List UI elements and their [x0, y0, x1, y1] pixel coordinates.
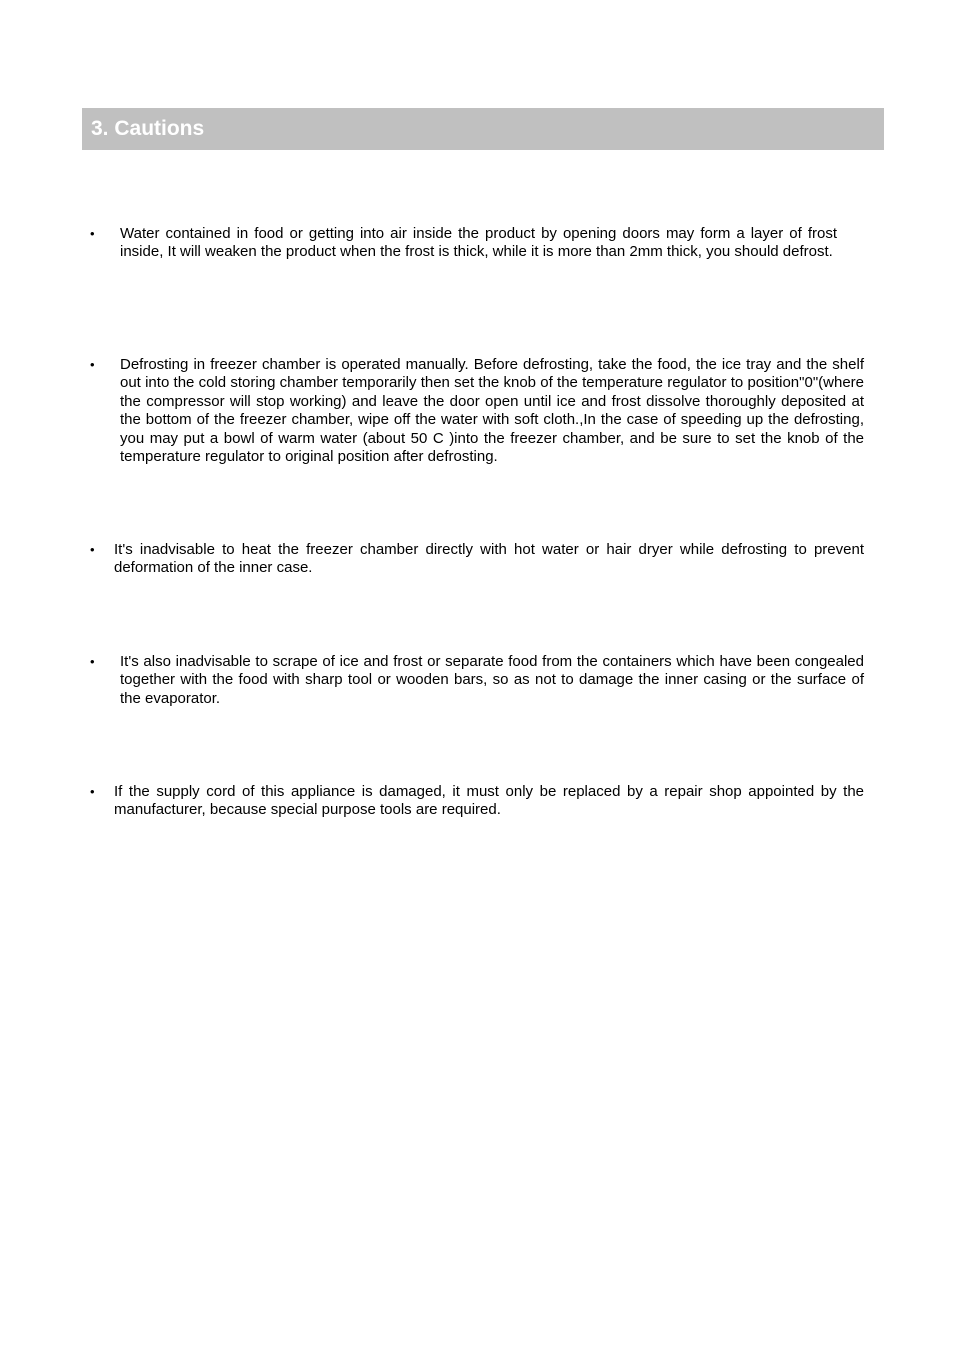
section-header-bar: [82, 108, 884, 150]
caution-text: If the supply cord of this appliance is damaged, it must only be replaced by a repair shop appointed by the manufacturer, because special purpose tools are required.: [114, 783, 864, 819]
caution-item-supply-cord: [90, 783, 864, 820]
caution-text: Water contained in food or getting into air inside the product by opening doors may form a layer of frost inside, It will weaken the product when the frost is thick, while it is more than 2mm thick, you should defrost.: [120, 225, 837, 261]
caution-item-scraping: [90, 653, 864, 708]
bullet-marker: •: [90, 784, 95, 799]
caution-item-defrosting: [90, 356, 864, 466]
section-title: 3. Cautions: [91, 117, 205, 140]
caution-text: Defrosting in freezer chamber is operated manually. Before defrosting, take the food, the ice tray and the shelf out into the cold storing chamber temporarily then set the knob of the temperature regulator to position"0"(where the compressor will stop working) and leave the door open until ice and frost dissolve thoroughly deposited at the bottom of the freezer chamber, wipe off the water with soft cloth.,In the case of speeding up the defrosting, you may put a bowl of warm water (about 50 C )into the freezer chamber, and be sure to set the knob of the temperature regulator to original position after defrosting.: [120, 356, 864, 466]
bullet-marker: •: [90, 226, 95, 241]
caution-item-frost: [90, 225, 837, 262]
bullet-marker: •: [90, 542, 95, 557]
caution-text: It's inadvisable to heat the freezer chamber directly with hot water or hair dryer while defrosting to prevent deformation of the inner case.: [114, 541, 864, 577]
caution-item-heating: [90, 541, 864, 578]
bullet-marker: •: [90, 654, 95, 669]
caution-text: It's also inadvisable to scrape of ice and frost or separate food from the containers which have been congealed together with the food with sharp tool or wooden bars, so as not to damage the inner casing or the surface of the evaporator.: [120, 653, 864, 707]
bullet-marker: •: [90, 357, 95, 372]
